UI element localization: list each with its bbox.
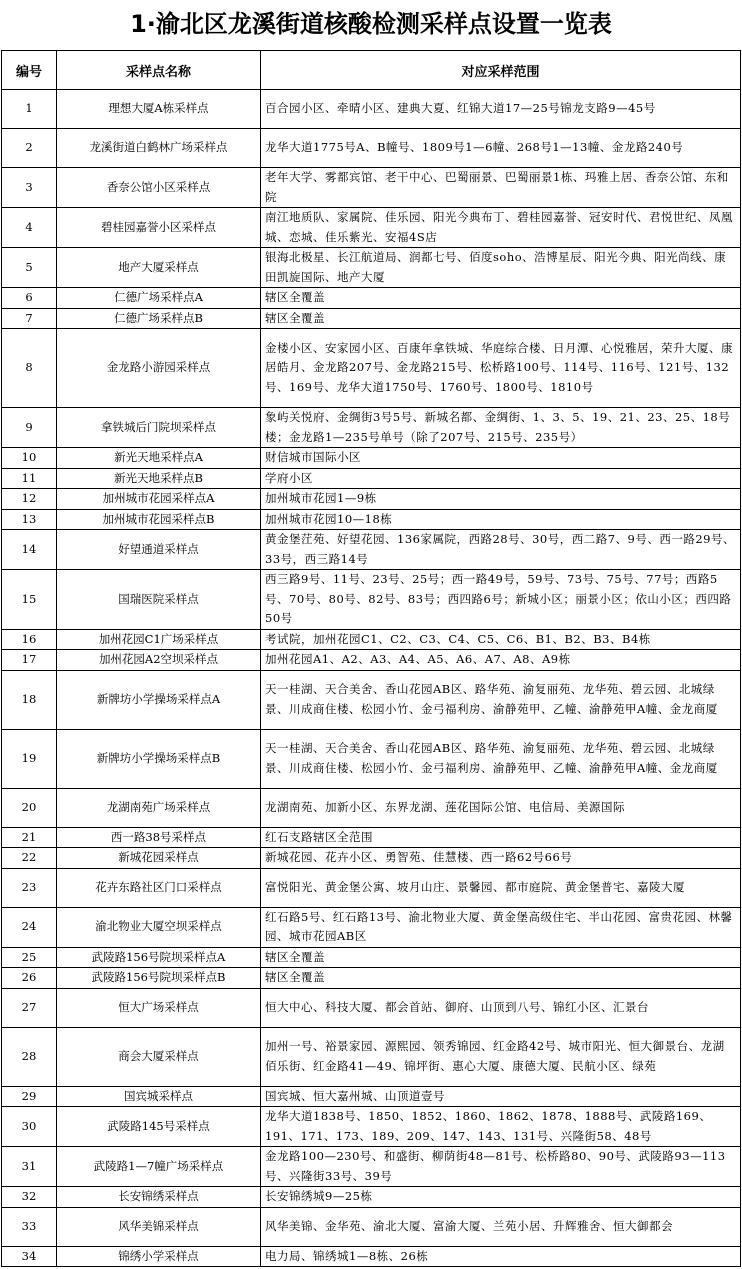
site-name: 花卉东路社区门口采样点 <box>57 868 261 907</box>
site-name: 加州花园C1广场采样点 <box>57 629 261 650</box>
row-number: 15 <box>2 570 57 630</box>
site-name: 加州花园A2空坝采样点 <box>57 650 261 671</box>
coverage-range: 风华美锦、金华苑、渝北大厦、富渝大厦、兰苑小居、升辉雅舍、恒大御都会 <box>261 1207 741 1246</box>
table-row <box>2 629 741 650</box>
table-row <box>2 530 741 570</box>
row-number: 29 <box>2 1086 57 1107</box>
row-number: 9 <box>2 408 57 448</box>
table-row <box>2 448 741 469</box>
coverage-range: 辖区全覆盖 <box>261 968 741 989</box>
site-name: 恒大广场采样点 <box>57 988 261 1027</box>
site-name: 龙溪街道白鹤林广场采样点 <box>57 129 261 168</box>
table-row <box>2 907 741 947</box>
column-header-coverage-range: 对应采样范围 <box>261 51 741 90</box>
coverage-range: 学府小区 <box>261 468 741 489</box>
site-name: 新光天地采样点B <box>57 468 261 489</box>
site-name: 拿铁城后门院坝采样点 <box>57 408 261 448</box>
site-name: 国宾城采样点 <box>57 1086 261 1107</box>
row-number: 8 <box>2 329 57 408</box>
column-header-site-name: 采样点名称 <box>57 51 261 90</box>
sampling-points-table <box>1 50 741 1267</box>
coverage-range: 加州城市花园10—18栋 <box>261 509 741 530</box>
row-number: 1 <box>2 90 57 129</box>
coverage-range: 金楼小区、安家园小区、百康年拿铁城、华庭综合楼、日月潭、心悦雅居，荣升大厦、康居皓月、金龙路207号、金龙路215号、松桥路100号、114号、116号、121号、132号、169号、龙华大道1750号、1760号、1800号、1810号 <box>261 329 741 408</box>
site-name: 国瑞医院采样点 <box>57 570 261 630</box>
coverage-range: 红石支路辖区全范围 <box>261 827 741 848</box>
row-number: 2 <box>2 129 57 168</box>
coverage-range: 辖区全覆盖 <box>261 288 741 309</box>
site-name: 武陵路156号院坝采样点B <box>57 968 261 989</box>
row-number: 23 <box>2 868 57 907</box>
row-number: 17 <box>2 650 57 671</box>
coverage-range: 龙华大道1838号、1850、1852、1860、1862、1878、1888号、武陵路169、191、171、173、189、209、147、143、131号、兴隆街58、48号 <box>261 1107 741 1147</box>
site-name: 武陵路145号采样点 <box>57 1107 261 1147</box>
coverage-range: 象屿关悦府、金绸街3号5号、新城名都、金绸街、1、3、5、19、21、23、25、18号楼；金龙路1—235号单号（除了207号、215号、235号） <box>261 408 741 448</box>
table-row <box>2 729 741 788</box>
coverage-range: 加州花园A1、A2、A3、A4、A5、A6、A7、A8、A9栋 <box>261 650 741 671</box>
coverage-range: 富悦阳光、黄金堡公寓、坡月山庄、景馨园、都市庭院、黄金堡普宅、嘉陵大厦 <box>261 868 741 907</box>
table-row <box>2 1187 741 1208</box>
row-number: 16 <box>2 629 57 650</box>
table-row <box>2 868 741 907</box>
table-row <box>2 468 741 489</box>
table-row <box>2 288 741 309</box>
row-number: 27 <box>2 988 57 1027</box>
row-number: 33 <box>2 1207 57 1246</box>
table-row <box>2 208 741 248</box>
site-name: 龙湖南苑广场采样点 <box>57 788 261 827</box>
coverage-range: 西三路9号、11号、23号、25号；西一路49号，59号、73号、75号、77号；西路5号、70号、80号、82号、83号；西四路6号；新城小区；丽景小区；依山小区；西四路50号 <box>261 570 741 630</box>
row-number: 20 <box>2 788 57 827</box>
coverage-range: 百合园小区、牵晴小区、建典大夏、红锦大道17—25号锦龙支路9—45号 <box>261 90 741 129</box>
coverage-range: 天一桂湖、天合美舍、香山花园AB区、路华苑、渝复丽苑、龙华苑、碧云园、北城绿景、川成商住楼、松园小竹、金弓福利房、渝静苑甲、乙幢、渝静苑甲A幢、金龙商厦 <box>261 670 741 729</box>
site-name: 武陵路1—7幢广场采样点 <box>57 1147 261 1187</box>
row-number: 5 <box>2 248 57 288</box>
row-number: 32 <box>2 1187 57 1208</box>
coverage-range: 考试院，加州花园C1、C2、C3、C4、C5、C6、B1、B2、B3、B4栋 <box>261 629 741 650</box>
row-number: 12 <box>2 489 57 510</box>
site-name: 新光天地采样点A <box>57 448 261 469</box>
coverage-range: 天一桂湖、天合美舍、香山花园AB区、路华苑、渝复丽苑、龙华苑、碧云园、北城绿景、川成商住楼、松园小竹、金弓福利房、渝静苑甲、乙幢、渝静苑甲A幢、金龙商厦 <box>261 729 741 788</box>
table-row <box>2 947 741 968</box>
coverage-range: 电力局、锦绣城1—8栋、26栋 <box>261 1246 741 1267</box>
row-number: 25 <box>2 947 57 968</box>
table-row <box>2 329 741 408</box>
coverage-range: 加州城市花园1—9栋 <box>261 489 741 510</box>
row-number: 10 <box>2 448 57 469</box>
site-name: 风华美锦采样点 <box>57 1207 261 1246</box>
site-name: 商会大厦采样点 <box>57 1027 261 1086</box>
table-body <box>2 90 741 1267</box>
row-number: 19 <box>2 729 57 788</box>
page-title: 1·渝北区龙溪街道核酸检测采样点设置一览表 <box>130 10 612 38</box>
coverage-range: 金龙路100—230号、和盛街、柳荫街48—81号、松桥路80、90号、武陵路93—113号、兴隆街33号、39号 <box>261 1147 741 1187</box>
table-row <box>2 509 741 530</box>
row-number: 11 <box>2 468 57 489</box>
table-row <box>2 308 741 329</box>
row-number: 26 <box>2 968 57 989</box>
table-header-row <box>2 51 741 90</box>
table-row <box>2 988 741 1027</box>
site-name: 西一路38号采样点 <box>57 827 261 848</box>
column-header-number: 编号 <box>2 51 57 90</box>
row-number: 24 <box>2 907 57 947</box>
coverage-range: 恒大中心、科技大厦、都会首站、御府、山顶到八号、锦红小区、汇景台 <box>261 988 741 1027</box>
row-number: 31 <box>2 1147 57 1187</box>
row-number: 13 <box>2 509 57 530</box>
table-row <box>2 408 741 448</box>
row-number: 21 <box>2 827 57 848</box>
row-number: 30 <box>2 1107 57 1147</box>
table-row <box>2 129 741 168</box>
row-number: 6 <box>2 288 57 309</box>
coverage-range: 辖区全覆盖 <box>261 947 741 968</box>
table-row <box>2 1086 741 1107</box>
table-row <box>2 489 741 510</box>
table-row <box>2 1207 741 1246</box>
site-name: 加州城市花园采样点B <box>57 509 261 530</box>
coverage-range: 辖区全覆盖 <box>261 308 741 329</box>
coverage-range: 长安锦绣城9—25栋 <box>261 1187 741 1208</box>
site-name: 长安锦绣采样点 <box>57 1187 261 1208</box>
coverage-range: 财信城市国际小区 <box>261 448 741 469</box>
site-name: 碧桂园嘉誉小区采样点 <box>57 208 261 248</box>
coverage-range: 黄金堡茳苑、好望花园、136家属院，西路28号、30号，西二路7、9号、西一路29号、33号，西三路14号 <box>261 530 741 570</box>
row-number: 4 <box>2 208 57 248</box>
site-name: 仁德广场采样点B <box>57 308 261 329</box>
site-name: 新城花园采样点 <box>57 848 261 869</box>
coverage-range: 老年大学、雾都宾馆、老干中心、巴蜀丽景、巴蜀丽景1栋、玛雅上居、香奈公馆、东和院 <box>261 168 741 208</box>
site-name: 新牌坊小学操场采样点A <box>57 670 261 729</box>
coverage-range: 红石路5号、红石路13号、渝北物业大厦、黄金堡高级住宅、半山花园、富贵花园、林馨园、城市花园AB区 <box>261 907 741 947</box>
table-row <box>2 168 741 208</box>
site-name: 武陵路156号院坝采样点A <box>57 947 261 968</box>
table-row <box>2 1147 741 1187</box>
coverage-range: 新城花园、花卉小区、勇智苑、佳慧楼、西一路62号66号 <box>261 848 741 869</box>
table-row <box>2 827 741 848</box>
table-row <box>2 788 741 827</box>
site-name: 地产大厦采样点 <box>57 248 261 288</box>
site-name: 锦绣小学采样点 <box>57 1246 261 1267</box>
site-name: 理想大厦A栋采样点 <box>57 90 261 129</box>
site-name: 新牌坊小学操场采样点B <box>57 729 261 788</box>
row-number: 14 <box>2 530 57 570</box>
coverage-range: 加州一号、裕景家园、源熙园、领秀锦园、红金路42号、城市阳光、恒大御景台、龙湖佰乐街、红金路41—49、锦坪街、惠心大厦、康德大厦、民航小区、绿苑 <box>261 1027 741 1086</box>
row-number: 22 <box>2 848 57 869</box>
table-row <box>2 848 741 869</box>
site-name: 香奈公馆小区采样点 <box>57 168 261 208</box>
table-row <box>2 248 741 288</box>
table-row <box>2 1027 741 1086</box>
site-name: 好望通道采样点 <box>57 530 261 570</box>
table-row <box>2 968 741 989</box>
coverage-range: 国宾城、恒大嘉州城、山顶道壹号 <box>261 1086 741 1107</box>
site-name: 渝北物业大厦空坝采样点 <box>57 907 261 947</box>
row-number: 18 <box>2 670 57 729</box>
table-row <box>2 90 741 129</box>
row-number: 28 <box>2 1027 57 1086</box>
site-name: 仁德广场采样点A <box>57 288 261 309</box>
row-number: 34 <box>2 1246 57 1267</box>
table-row <box>2 1246 741 1267</box>
table-row <box>2 1107 741 1147</box>
table-row <box>2 670 741 729</box>
site-name: 金龙路小游园采样点 <box>57 329 261 408</box>
table-row <box>2 650 741 671</box>
table-row <box>2 570 741 630</box>
coverage-range: 南江地质队、家属院、佳乐园、阳光今典布丁、碧桂园嘉誉、冠安时代、君悦世纪、凤凰城、恋城、佳乐紫光、安福4S店 <box>261 208 741 248</box>
coverage-range: 银海北极星、长江航道局、润都七号、佰度soho、浩博星辰、阳光今典、阳光尚线、康田凯旋国际、地产大厦 <box>261 248 741 288</box>
coverage-range: 龙华大道1775号A、B幢号、1809号1—6幢、268号1—13幢、金龙路240号 <box>261 129 741 168</box>
row-number: 3 <box>2 168 57 208</box>
row-number: 7 <box>2 308 57 329</box>
coverage-range: 龙湖南苑、加新小区、东界龙湖、莲花国际公馆、电信局、美源国际 <box>261 788 741 827</box>
site-name: 加州城市花园采样点A <box>57 489 261 510</box>
